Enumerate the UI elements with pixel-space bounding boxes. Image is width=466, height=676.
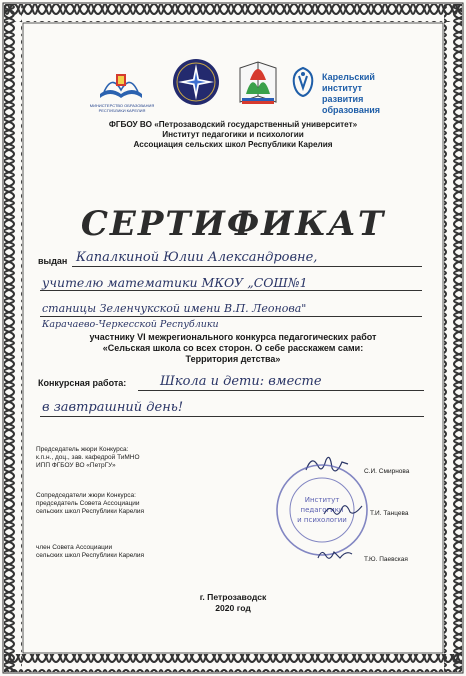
issued-line-1-rule <box>72 266 422 267</box>
member-role <box>36 544 144 560</box>
member-signature <box>316 546 356 564</box>
organizer-university: ФГБОУ ВО «Петрозаводский государственный университет» <box>108 120 358 129</box>
co-chair-role-line-2: председатель Совета Ассоциации <box>36 500 140 508</box>
kiro-name <box>322 72 380 116</box>
co-chair-signature <box>322 500 366 520</box>
co-chair-role-line-1: Сопредседатели жюри Конкурса: <box>36 492 136 499</box>
member-role-line-2: сельских школ Республики Карелия <box>36 552 145 560</box>
work-line-1-rule <box>138 390 424 391</box>
co-chair-name: Т.И. Танцева <box>370 510 409 517</box>
kiro-name-line-4: образования <box>322 105 381 115</box>
kiro-name-line-1: Карельский <box>322 72 375 82</box>
issued-republic: Карачаево-Черкесской Республики <box>42 319 219 330</box>
footer <box>26 592 440 614</box>
issued-label: выдан <box>38 256 68 266</box>
footer-city: г. Петрозаводск <box>199 592 267 602</box>
kiro-name-line-3: развития <box>322 94 364 104</box>
member-name: Т.Ю. Паевская <box>364 556 408 563</box>
jury-chair-role-line-2: к.п.н., доц., зав. кафедрой ТиМНО <box>36 454 140 462</box>
co-chair-role <box>36 492 144 517</box>
co-chair-role-line-3: сельских школ Республики Карелия <box>36 508 145 516</box>
participant-line-2: «Сельская школа со всех сторон. О себе расскажем сами: <box>102 343 364 353</box>
member-role-line-1: член Совета Ассоциации <box>36 544 113 551</box>
organizer-institute: Институт педагогики и психологии <box>162 130 304 139</box>
issued-position: учителю математики МКОУ „СОШ№1 <box>42 275 308 290</box>
kiro-name-line-2: институт <box>322 83 363 93</box>
participant-text <box>26 332 440 365</box>
jury-chair-role-line-1: Председатель жюри Конкурса: <box>36 446 129 453</box>
footer-year: 2020 год <box>215 603 251 613</box>
ministry-book-logo-icon <box>98 68 144 102</box>
issued-line-2-rule <box>40 290 422 291</box>
work-title-line-2: в завтрашний день! <box>42 400 184 415</box>
organizer-association: Ассоциация сельских школ Республики Карелия <box>133 140 333 149</box>
jury-chair-role-line-3: ИПП ФГБОУ ВО «ПетрГУ» <box>36 462 116 470</box>
jury-chair-name: С.И. Смирнова <box>364 468 410 475</box>
compass-star-logo-icon <box>172 58 220 106</box>
kiro-emblem-logo-icon <box>290 66 316 98</box>
certificate-content <box>26 26 440 650</box>
stamp-line-2: педагогики <box>300 506 344 514</box>
issued-school: станицы Зеленчукской имени В.П. Леонова" <box>42 302 307 315</box>
certificate-title: СЕРТИФИКАТ <box>80 204 386 244</box>
participant-line-3: Территория детства» <box>185 354 281 364</box>
work-title-line-1: Школа и дети: вместе <box>160 374 322 389</box>
stamp-line-1: Институт <box>304 496 340 504</box>
participant-line-1: участнику VI межрегионального конкурса педагогических работ <box>89 332 377 342</box>
ministry-logo-label: МИНИСТЕРСТВО ОБРАЗОВАНИЯ РЕСПУБЛИКИ КАРЕЛИЯ <box>89 103 155 113</box>
issued-line-3-rule <box>40 316 422 317</box>
organizers <box>26 120 440 150</box>
issued-name: Капалкиной Юлии Александровне, <box>76 250 318 265</box>
work-label: Конкурсная работа: <box>38 378 127 388</box>
work-line-2-rule <box>40 416 424 417</box>
stamp-line-3: и психологии <box>297 516 347 524</box>
rf-education-book-logo-icon <box>238 54 278 106</box>
jury-chair-role <box>36 446 140 471</box>
